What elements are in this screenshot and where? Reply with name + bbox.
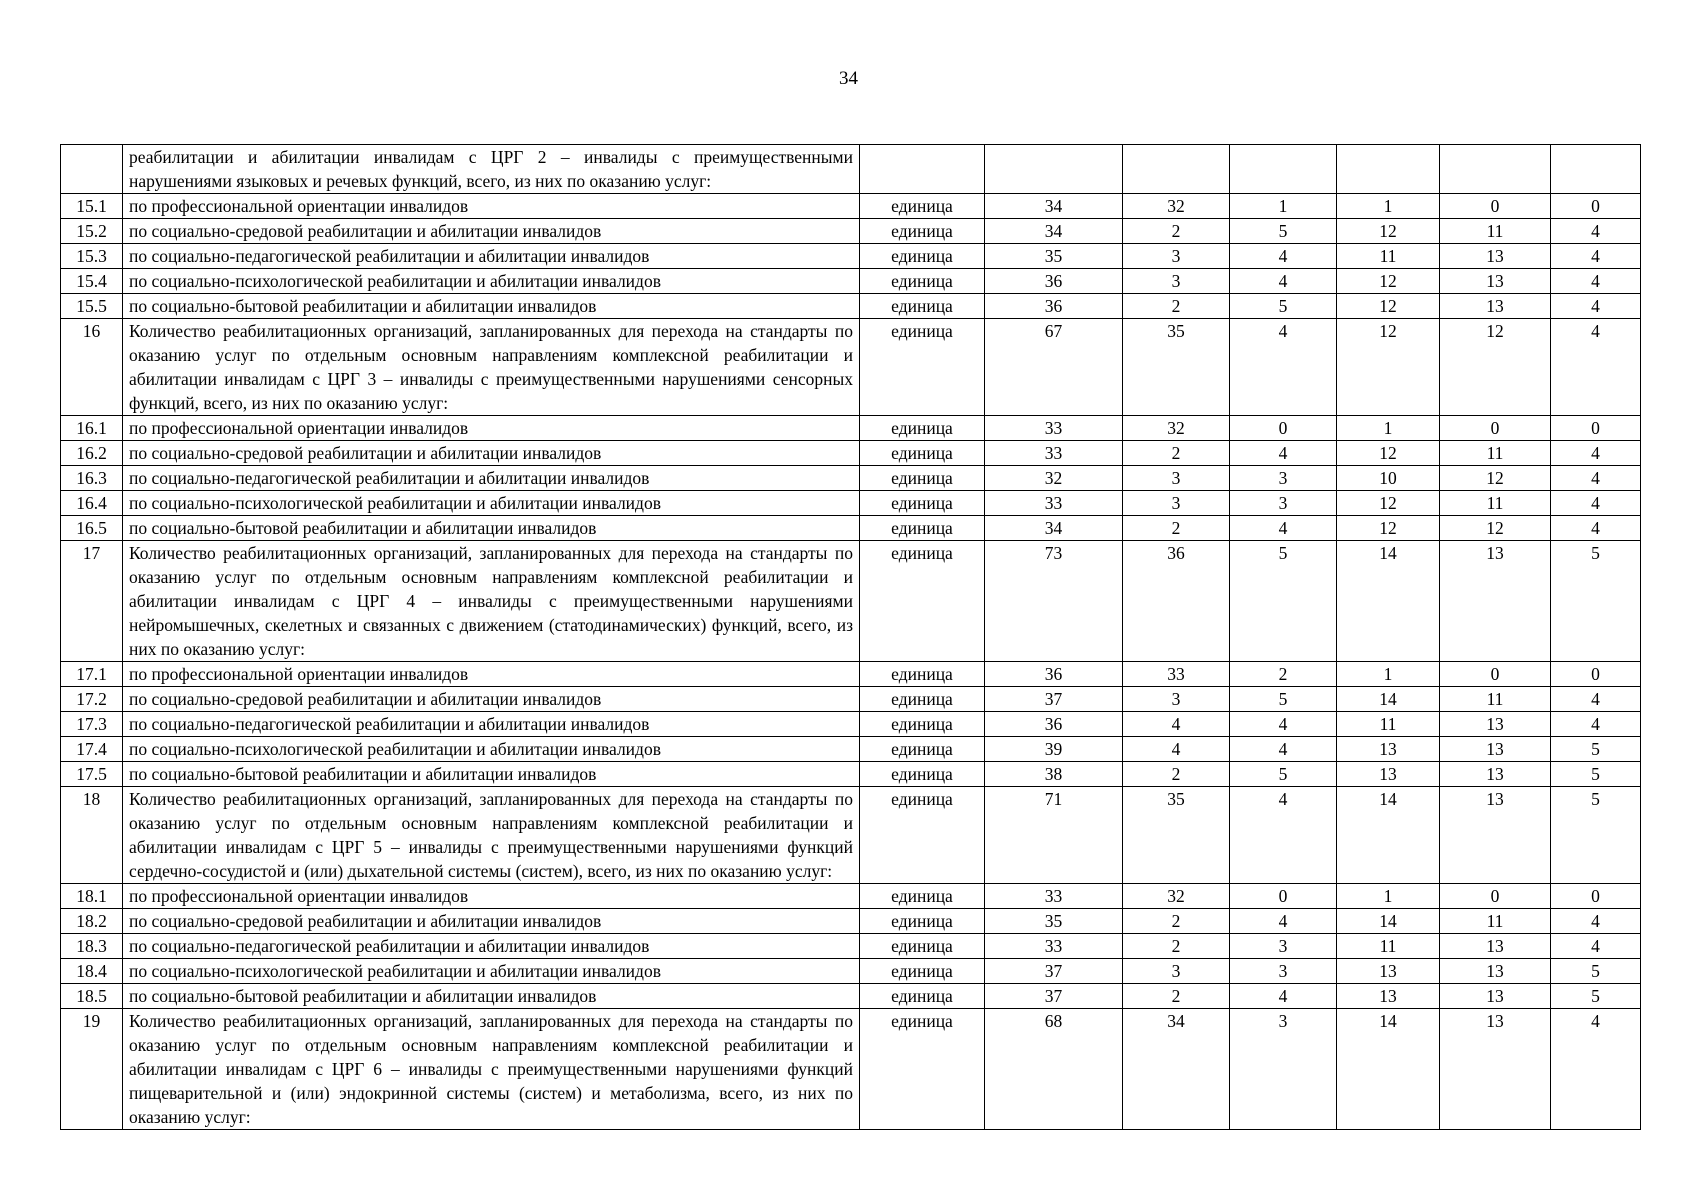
value-cell [1440,145,1551,194]
value-cell: 11 [1440,909,1551,934]
row-number-cell: 15.4 [61,269,123,294]
value-cell [1230,145,1337,194]
unit-cell: единица [860,884,985,909]
indicator-description-cell: по социально-педагогической реабилитации и абилитации инвалидов [123,934,860,959]
value-cell: 11 [1337,712,1440,737]
table-row [61,219,1641,244]
unit-cell: единица [860,1009,985,1130]
table-row [61,959,1641,984]
value-cell: 2 [1123,762,1230,787]
value-cell: 13 [1440,787,1551,884]
value-cell: 13 [1337,762,1440,787]
value-cell: 2 [1123,909,1230,934]
row-number-cell: 18.1 [61,884,123,909]
indicator-description-cell: по профессиональной ориентации инвалидов [123,884,860,909]
value-cell: 11 [1440,219,1551,244]
value-cell: 2 [1123,984,1230,1009]
value-cell: 13 [1440,541,1551,662]
row-number-cell: 16.2 [61,441,123,466]
value-cell: 13 [1337,737,1440,762]
table-row [61,1009,1641,1130]
value-cell: 10 [1337,466,1440,491]
indicator-description-cell: Количество реабилитационных организаций, запланированных для перехода на стандарты по оказанию услуг по отдельным основным направлениям комплексной реабилитации и абилитации инвалидам с ЦРГ 5 – инвалиды с преимущественными нарушениями функций сердечно-сосудистой и (или) дыхательной системы (систем), всего, из них по оказанию услуг: [123,787,860,884]
value-cell: 5 [1551,959,1641,984]
value-cell: 4 [1551,244,1641,269]
table-body [61,145,1641,1130]
table-row [61,441,1641,466]
table-row [61,762,1641,787]
value-cell: 32 [1123,194,1230,219]
table-row [61,541,1641,662]
value-cell: 12 [1440,516,1551,541]
value-cell: 3 [1230,959,1337,984]
row-number-cell: 18.2 [61,909,123,934]
value-cell [1123,145,1230,194]
row-number-cell: 17.5 [61,762,123,787]
table-row [61,687,1641,712]
table-row [61,909,1641,934]
unit-cell: единица [860,516,985,541]
value-cell: 68 [985,1009,1123,1130]
value-cell: 1 [1337,416,1440,441]
value-cell: 4 [1551,1009,1641,1130]
row-number-cell: 17 [61,541,123,662]
value-cell: 5 [1551,541,1641,662]
value-cell: 0 [1551,416,1641,441]
value-cell: 12 [1337,319,1440,416]
unit-cell: единица [860,219,985,244]
value-cell: 32 [1123,416,1230,441]
value-cell: 2 [1123,294,1230,319]
table-row [61,294,1641,319]
value-cell: 13 [1440,269,1551,294]
table-row [61,516,1641,541]
value-cell: 4 [1551,269,1641,294]
value-cell: 3 [1123,491,1230,516]
table-row [61,466,1641,491]
value-cell: 13 [1440,959,1551,984]
row-number-cell [61,145,123,194]
row-number-cell: 16.3 [61,466,123,491]
table-row [61,712,1641,737]
value-cell: 13 [1440,737,1551,762]
value-cell: 13 [1440,1009,1551,1130]
value-cell: 37 [985,984,1123,1009]
value-cell: 13 [1440,712,1551,737]
unit-cell: единица [860,712,985,737]
value-cell: 34 [985,194,1123,219]
value-cell: 36 [985,294,1123,319]
value-cell: 13 [1337,959,1440,984]
value-cell: 4 [1551,441,1641,466]
value-cell: 14 [1337,787,1440,884]
value-cell: 14 [1337,909,1440,934]
value-cell: 11 [1440,441,1551,466]
row-number-cell: 15.2 [61,219,123,244]
row-number-cell: 16.1 [61,416,123,441]
value-cell: 4 [1551,294,1641,319]
value-cell: 4 [1551,934,1641,959]
value-cell: 0 [1551,194,1641,219]
value-cell: 5 [1230,294,1337,319]
value-cell: 36 [985,662,1123,687]
value-cell: 2 [1230,662,1337,687]
unit-cell: единица [860,466,985,491]
value-cell: 14 [1337,1009,1440,1130]
row-number-cell: 16.5 [61,516,123,541]
indicator-description-cell: по социально-средовой реабилитации и абилитации инвалидов [123,441,860,466]
indicator-description-cell: по социально-психологической реабилитации и абилитации инвалидов [123,737,860,762]
value-cell: 1 [1337,884,1440,909]
value-cell: 4 [1230,269,1337,294]
unit-cell: единица [860,491,985,516]
value-cell: 2 [1123,516,1230,541]
unit-cell: единица [860,294,985,319]
value-cell: 34 [985,516,1123,541]
indicator-description-cell: по социально-педагогической реабилитации и абилитации инвалидов [123,244,860,269]
unit-cell: единица [860,319,985,416]
value-cell: 0 [1230,416,1337,441]
row-number-cell: 18.3 [61,934,123,959]
value-cell: 0 [1551,662,1641,687]
table-row [61,884,1641,909]
unit-cell: единица [860,541,985,662]
value-cell: 5 [1551,737,1641,762]
value-cell: 39 [985,737,1123,762]
value-cell: 35 [1123,319,1230,416]
table-row [61,244,1641,269]
value-cell: 36 [985,269,1123,294]
value-cell: 3 [1230,491,1337,516]
indicator-description-cell: по социально-психологической реабилитации и абилитации инвалидов [123,959,860,984]
value-cell: 4 [1551,491,1641,516]
value-cell: 0 [1440,884,1551,909]
value-cell: 71 [985,787,1123,884]
value-cell: 35 [985,909,1123,934]
value-cell: 4 [1551,219,1641,244]
value-cell: 2 [1123,219,1230,244]
value-cell: 0 [1440,662,1551,687]
value-cell: 1 [1337,194,1440,219]
table-row [61,934,1641,959]
value-cell: 0 [1440,194,1551,219]
value-cell: 5 [1551,787,1641,884]
value-cell: 12 [1337,219,1440,244]
indicator-description-cell: по социально-бытовой реабилитации и абилитации инвалидов [123,762,860,787]
value-cell: 4 [1551,516,1641,541]
unit-cell: единица [860,787,985,884]
value-cell: 34 [985,219,1123,244]
value-cell: 4 [1230,984,1337,1009]
value-cell: 4 [1230,737,1337,762]
value-cell: 14 [1337,541,1440,662]
unit-cell: единица [860,269,985,294]
value-cell: 1 [1337,662,1440,687]
value-cell: 4 [1551,687,1641,712]
value-cell: 3 [1230,934,1337,959]
value-cell: 3 [1123,244,1230,269]
value-cell: 4 [1123,737,1230,762]
table-row [61,737,1641,762]
indicator-description-cell: Количество реабилитационных организаций, запланированных для перехода на стандарты по оказанию услуг по отдельным основным направлениям комплексной реабилитации и абилитации инвалидам с ЦРГ 6 – инвалиды с преимущественными нарушениями функций пищеварительной и (или) эндокринной системы (систем) и метаболизма, всего, из них по оказанию услуг: [123,1009,860,1130]
unit-cell: единица [860,662,985,687]
value-cell: 12 [1440,319,1551,416]
value-cell: 13 [1440,762,1551,787]
value-cell [1551,145,1641,194]
value-cell: 5 [1230,219,1337,244]
value-cell: 33 [985,416,1123,441]
unit-cell: единица [860,909,985,934]
row-number-cell: 15.5 [61,294,123,319]
value-cell: 4 [1123,712,1230,737]
value-cell: 0 [1440,416,1551,441]
value-cell: 33 [985,934,1123,959]
value-cell: 36 [985,712,1123,737]
value-cell: 5 [1551,762,1641,787]
value-cell: 38 [985,762,1123,787]
indicator-description-cell: по социально-средовой реабилитации и абилитации инвалидов [123,687,860,712]
table-row [61,145,1641,194]
indicator-description-cell: по профессиональной ориентации инвалидов [123,416,860,441]
indicator-description-cell: по социально-психологической реабилитации и абилитации инвалидов [123,269,860,294]
value-cell: 37 [985,959,1123,984]
value-cell: 11 [1337,244,1440,269]
value-cell: 5 [1551,984,1641,1009]
unit-cell: единица [860,984,985,1009]
value-cell: 32 [1123,884,1230,909]
table-row [61,194,1641,219]
value-cell: 33 [985,441,1123,466]
row-number-cell: 17.2 [61,687,123,712]
value-cell: 36 [1123,541,1230,662]
indicator-description-cell: по социально-бытовой реабилитации и абилитации инвалидов [123,516,860,541]
unit-cell: единица [860,762,985,787]
row-number-cell: 17.4 [61,737,123,762]
value-cell [985,145,1123,194]
indicator-description-cell: по социально-средовой реабилитации и абилитации инвалидов [123,909,860,934]
unit-cell: единица [860,194,985,219]
value-cell: 2 [1123,934,1230,959]
row-number-cell: 16.4 [61,491,123,516]
value-cell: 4 [1230,516,1337,541]
table-row [61,662,1641,687]
indicator-description-cell: по социально-бытовой реабилитации и абилитации инвалидов [123,294,860,319]
value-cell: 3 [1123,687,1230,712]
unit-cell: единица [860,244,985,269]
table-row [61,319,1641,416]
indicator-description-cell: реабилитации и абилитации инвалидам с ЦРГ 2 – инвалиды с преимущественными нарушениями языковых и речевых функций, всего, из них по оказанию услуг: [123,145,860,194]
value-cell: 11 [1440,491,1551,516]
value-cell: 11 [1440,687,1551,712]
value-cell: 12 [1337,269,1440,294]
row-number-cell: 15.3 [61,244,123,269]
value-cell: 12 [1337,491,1440,516]
row-number-cell: 17.3 [61,712,123,737]
row-number-cell: 18.5 [61,984,123,1009]
value-cell: 33 [1123,662,1230,687]
value-cell: 4 [1551,319,1641,416]
table-row [61,984,1641,1009]
row-number-cell: 18 [61,787,123,884]
value-cell: 35 [1123,787,1230,884]
indicator-description-cell: по социально-бытовой реабилитации и абилитации инвалидов [123,984,860,1009]
value-cell: 4 [1230,441,1337,466]
indicator-description-cell: Количество реабилитационных организаций, запланированных для перехода на стандарты по оказанию услуг по отдельным основным направлениям комплексной реабилитации и абилитации инвалидам с ЦРГ 4 – инвалиды с преимущественными нарушениями нейромышечных, скелетных и связанных с движением (статодинамических) функций, всего, из них по оказанию услуг: [123,541,860,662]
value-cell: 4 [1230,712,1337,737]
row-number-cell: 19 [61,1009,123,1130]
value-cell: 0 [1230,884,1337,909]
value-cell: 37 [985,687,1123,712]
value-cell: 4 [1551,909,1641,934]
indicator-description-cell: Количество реабилитационных организаций, запланированных для перехода на стандарты по оказанию услуг по отдельным основным направлениям комплексной реабилитации и абилитации инвалидам с ЦРГ 3 – инвалиды с преимущественными нарушениями сенсорных функций, всего, из них по оказанию услуг: [123,319,860,416]
value-cell: 4 [1551,712,1641,737]
row-number-cell: 18.4 [61,959,123,984]
value-cell: 1 [1230,194,1337,219]
value-cell: 13 [1440,244,1551,269]
value-cell: 67 [985,319,1123,416]
value-cell: 32 [985,466,1123,491]
value-cell: 3 [1123,269,1230,294]
row-number-cell: 15.1 [61,194,123,219]
value-cell: 3 [1123,466,1230,491]
value-cell: 12 [1337,441,1440,466]
unit-cell: единица [860,959,985,984]
unit-cell: единица [860,441,985,466]
value-cell: 4 [1551,466,1641,491]
value-cell: 5 [1230,687,1337,712]
value-cell: 12 [1440,466,1551,491]
value-cell: 14 [1337,687,1440,712]
value-cell: 13 [1440,984,1551,1009]
table-row [61,491,1641,516]
value-cell: 33 [985,884,1123,909]
value-cell: 34 [1123,1009,1230,1130]
value-cell: 73 [985,541,1123,662]
indicator-description-cell: по социально-педагогической реабилитации и абилитации инвалидов [123,712,860,737]
value-cell: 13 [1440,934,1551,959]
value-cell: 12 [1337,294,1440,319]
value-cell: 13 [1337,984,1440,1009]
indicator-description-cell: по профессиональной ориентации инвалидов [123,662,860,687]
value-cell: 3 [1230,466,1337,491]
value-cell: 3 [1123,959,1230,984]
value-cell: 4 [1230,244,1337,269]
value-cell: 11 [1337,934,1440,959]
unit-cell [860,145,985,194]
row-number-cell: 17.1 [61,662,123,687]
unit-cell: единица [860,934,985,959]
unit-cell: единица [860,687,985,712]
unit-cell: единица [860,416,985,441]
indicator-description-cell: по социально-средовой реабилитации и абилитации инвалидов [123,219,860,244]
value-cell: 3 [1230,1009,1337,1130]
value-cell [1337,145,1440,194]
value-cell: 5 [1230,762,1337,787]
table-row [61,416,1641,441]
value-cell: 0 [1551,884,1641,909]
value-cell: 4 [1230,909,1337,934]
page-number: 34 [839,68,858,89]
indicator-description-cell: по социально-педагогической реабилитации и абилитации инвалидов [123,466,860,491]
indicator-table [60,144,1641,1130]
unit-cell: единица [860,737,985,762]
value-cell: 12 [1337,516,1440,541]
value-cell: 13 [1440,294,1551,319]
value-cell: 35 [985,244,1123,269]
table-row [61,787,1641,884]
value-cell: 4 [1230,787,1337,884]
indicator-description-cell: по профессиональной ориентации инвалидов [123,194,860,219]
indicator-description-cell: по социально-психологической реабилитации и абилитации инвалидов [123,491,860,516]
row-number-cell: 16 [61,319,123,416]
value-cell: 5 [1230,541,1337,662]
value-cell: 2 [1123,441,1230,466]
value-cell: 33 [985,491,1123,516]
value-cell: 4 [1230,319,1337,416]
table-row [61,269,1641,294]
